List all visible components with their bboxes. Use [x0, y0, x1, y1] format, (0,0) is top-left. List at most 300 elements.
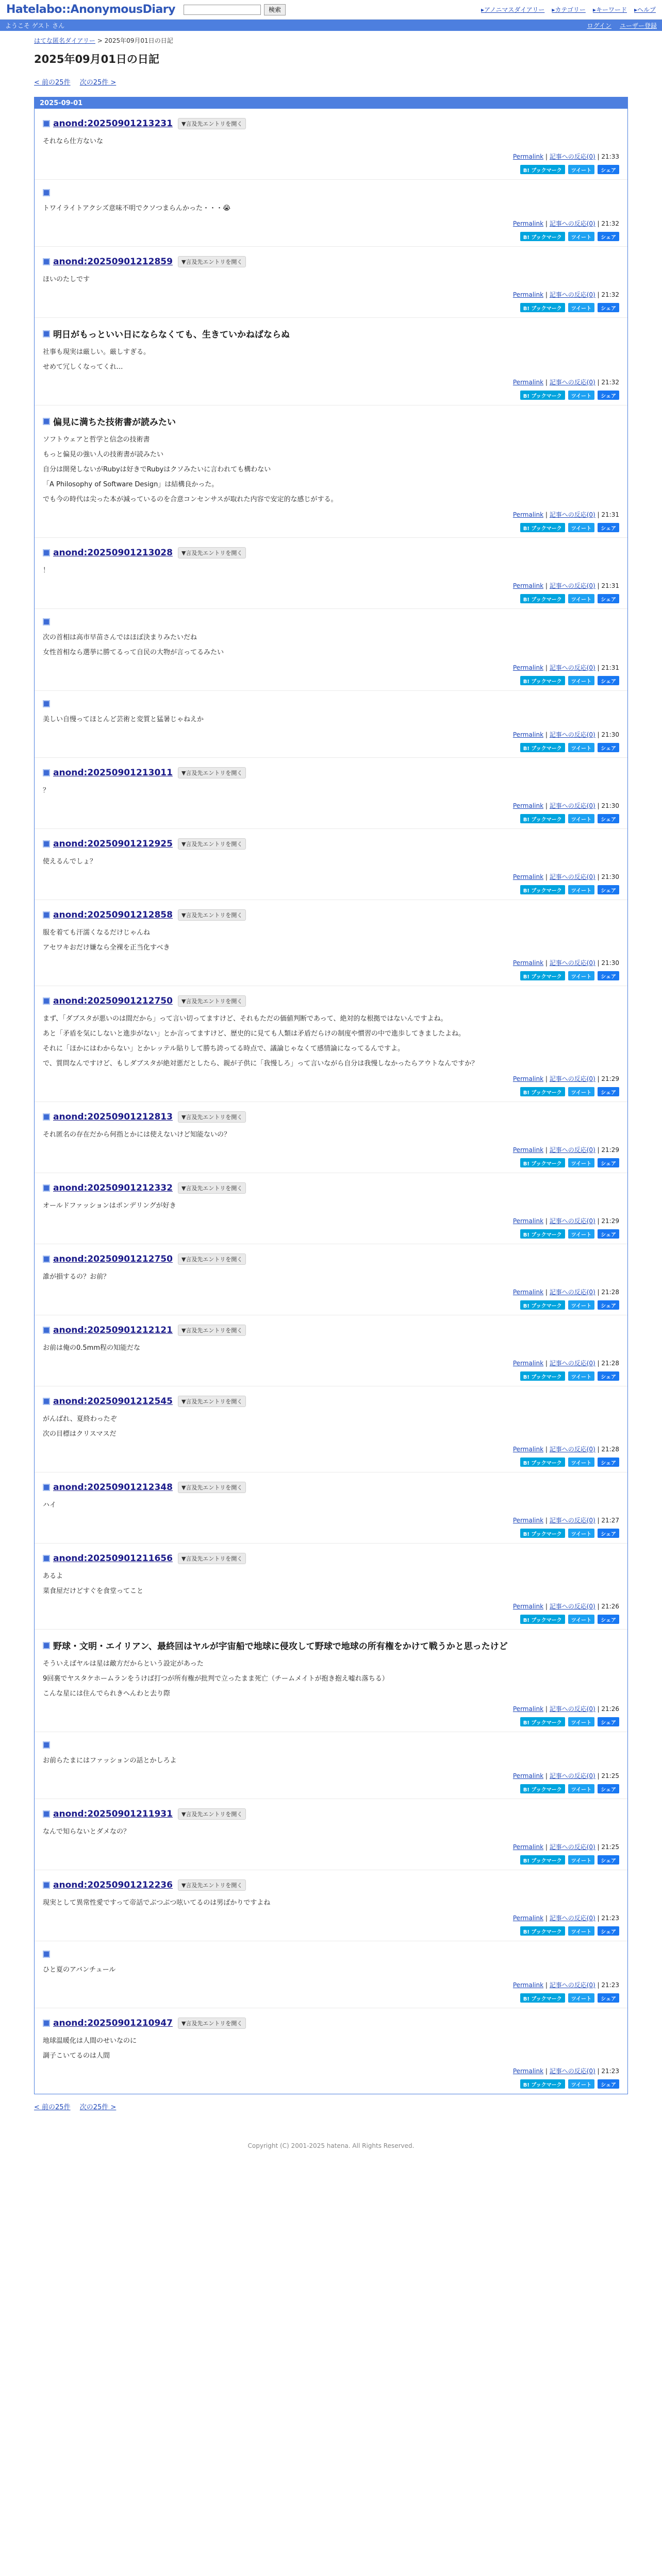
- entry: [35, 1315, 627, 1386]
- entry-body-line: オールドファッションはポンデリングが好き: [43, 1202, 176, 1210]
- entry-title-text: 明日がもっといい日にならなくても、生きていかねばならぬ: [53, 330, 290, 340]
- reactions-link[interactable]: 記事への反応(0): [549, 1603, 595, 1610]
- bookmark-button[interactable]: B! ブックマーク: [520, 594, 565, 603]
- entry-body-line: 社事も現実は厳しい。厳しすぎる。: [43, 348, 151, 356]
- entry-title: [43, 1553, 619, 1564]
- entry-marker-icon[interactable]: [43, 1327, 50, 1334]
- entry-body-line: そういえばヤルは星は敵方だからという設定があった: [43, 1660, 204, 1668]
- reactions-link[interactable]: 記事への反応(0): [549, 379, 595, 386]
- expand-reference-button[interactable]: ▼言及先エントリを開く: [178, 1396, 246, 1407]
- bookmark-button[interactable]: B! ブックマーク: [520, 1229, 565, 1239]
- day-header: 2025-09-01: [35, 97, 627, 109]
- entry-title: [43, 1111, 619, 1123]
- bookmark-button[interactable]: B! ブックマーク: [520, 391, 565, 400]
- entry-time: 21:32: [601, 291, 619, 298]
- entry-body-line: あと「矛盾を気にしないと進歩がない」とか言ってますけど、歴史的に見ても人類は矛盾だらけの制度や慣習の中で進歩してきましたよね。: [43, 1030, 466, 1038]
- toplink-category[interactable]: ▸ カテゴリー: [552, 5, 586, 14]
- tweet-button[interactable]: ツイート: [568, 1371, 595, 1381]
- bookmark-button[interactable]: B! ブックマーク: [520, 1717, 565, 1726]
- reactions-link[interactable]: 記事への反応(0): [549, 731, 595, 738]
- bookmark-button[interactable]: B! ブックマーク: [520, 1784, 565, 1793]
- tweet-button[interactable]: ツイート: [568, 814, 595, 823]
- share-button[interactable]: シェア: [598, 1529, 619, 1538]
- share-button[interactable]: シェア: [598, 1300, 619, 1310]
- entry-footer: Permalink | 記事への反応(0) | 21:30: [512, 802, 619, 809]
- expand-reference-button[interactable]: ▼言及先エントリを開く: [178, 256, 246, 267]
- share-buttons: [43, 232, 619, 241]
- welcome-text: ようこそ ゲスト さん: [5, 22, 65, 29]
- bookmark-button[interactable]: B! ブックマーク: [520, 1529, 565, 1538]
- entry-time: 21:25: [601, 1772, 619, 1780]
- register-link[interactable]: ユーザー登録: [619, 22, 657, 29]
- share-button[interactable]: シェア: [598, 1784, 619, 1793]
- share-buttons: [43, 594, 619, 603]
- toplink-anonymous-diary[interactable]: ▸ アノニマスダイアリー: [481, 5, 544, 14]
- permalink-link[interactable]: Permalink: [512, 1914, 544, 1922]
- expand-reference-button[interactable]: ▼言及先エントリを開く: [178, 1182, 246, 1194]
- entry-footer: Permalink | 記事への反応(0) | 21:30: [512, 959, 619, 967]
- entry-footer: Permalink | 記事への反応(0) | 21:23: [512, 1981, 619, 1989]
- entry: [35, 1732, 627, 1799]
- share-buttons: [43, 2079, 619, 2089]
- prev-page-link-bottom[interactable]: < 前の25件: [34, 2104, 71, 2111]
- breadcrumb-home[interactable]: はてな匿名ダイアリー: [34, 37, 95, 44]
- entry-marker-icon[interactable]: [43, 549, 50, 556]
- reactions-link[interactable]: 記事への反応(0): [549, 2067, 595, 2075]
- reactions-link[interactable]: 記事への反応(0): [549, 511, 595, 518]
- entry-title-text[interactable]: anond:20250901211656: [53, 1553, 173, 1564]
- entry-footer: Permalink | 記事への反応(0) | 21:23: [512, 1914, 619, 1922]
- entry-title: [43, 547, 619, 558]
- bookmark-button[interactable]: B! ブックマーク: [520, 1371, 565, 1381]
- entry-marker-icon[interactable]: [43, 120, 50, 127]
- bookmark-button[interactable]: B! ブックマーク: [520, 885, 565, 894]
- bookmark-button[interactable]: B! ブックマーク: [520, 1855, 565, 1865]
- entry-marker-icon[interactable]: [43, 2020, 50, 2027]
- expand-reference-button[interactable]: ▼言及先エントリを開く: [178, 1808, 246, 1820]
- entry-marker-icon[interactable]: [43, 840, 50, 848]
- entry-title: [43, 1741, 619, 1749]
- entry-footer: Permalink | 記事への反応(0) | 21:25: [512, 1772, 619, 1780]
- share-button[interactable]: シェア: [598, 165, 619, 174]
- entry-time: 21:26: [601, 1705, 619, 1713]
- entry-marker-icon[interactable]: [43, 1741, 50, 1749]
- entry-time: 21:23: [601, 1914, 619, 1922]
- share-button[interactable]: シェア: [598, 1926, 619, 1936]
- bookmark-button[interactable]: B! ブックマーク: [520, 1458, 565, 1467]
- entry-title-text[interactable]: anond:20250901212925: [53, 839, 173, 849]
- entry-body-line: 誰が損するの？お前？: [43, 1273, 110, 1281]
- entry-marker-icon[interactable]: [43, 330, 50, 337]
- reactions-link[interactable]: 記事への反応(0): [549, 1981, 595, 1989]
- entry-list: [35, 109, 627, 2094]
- entry-body-line: 地球温暖化は人間のせいなのに: [43, 2037, 137, 2045]
- share-button[interactable]: シェア: [598, 391, 619, 400]
- entry-title-text[interactable]: anond:20250901212332: [53, 1183, 173, 1193]
- reactions-link[interactable]: 記事への反応(0): [549, 582, 595, 589]
- permalink-link[interactable]: Permalink: [512, 291, 544, 298]
- entry-marker-icon[interactable]: [43, 911, 50, 919]
- entry-title-text[interactable]: anond:20250901210947: [53, 2018, 173, 2028]
- expand-reference-button[interactable]: ▼言及先エントリを開く: [178, 995, 246, 1007]
- expand-reference-button[interactable]: ▼言及先エントリを開く: [178, 1482, 246, 1493]
- bookmark-button[interactable]: B! ブックマーク: [520, 1300, 565, 1310]
- tweet-button[interactable]: ツイート: [568, 1855, 595, 1865]
- expand-reference-button[interactable]: ▼言及先エントリを開く: [178, 1325, 246, 1336]
- permalink-link[interactable]: Permalink: [512, 511, 544, 518]
- entry-footer: Permalink | 記事への反応(0) | 21:31: [512, 664, 619, 671]
- bookmark-button[interactable]: B! ブックマーク: [520, 676, 565, 685]
- entry-time: 21:31: [601, 582, 619, 589]
- share-buttons: [43, 814, 619, 823]
- entry-footer: Permalink | 記事への反応(0) | 21:28: [512, 1446, 619, 1453]
- entry: [35, 109, 627, 180]
- site-logo[interactable]: Hatelabo::AnonymousDiary: [6, 3, 175, 16]
- entry-time: 21:29: [601, 1075, 619, 1082]
- bookmark-button[interactable]: B! ブックマーク: [520, 971, 565, 980]
- entry-title: [43, 1325, 619, 1336]
- entry-marker-icon[interactable]: [43, 189, 50, 196]
- entry-footer: Permalink | 記事への反応(0) | 21:31: [512, 582, 619, 589]
- reactions-link[interactable]: 記事への反応(0): [549, 1146, 595, 1154]
- bookmark-button[interactable]: B! ブックマーク: [520, 232, 565, 241]
- reactions-link[interactable]: 記事への反応(0): [549, 1843, 595, 1851]
- entry-title-text[interactable]: anond:20250901212859: [53, 257, 173, 267]
- pager-bottom: [0, 2094, 662, 2132]
- expand-reference-button[interactable]: ▼言及先エントリを開く: [178, 2018, 246, 2029]
- share-button[interactable]: シェア: [598, 523, 619, 532]
- entry-footer: Permalink | 記事への反応(0) | 21:32: [512, 220, 619, 227]
- permalink-link[interactable]: Permalink: [512, 1772, 544, 1780]
- tweet-button[interactable]: ツイート: [568, 594, 595, 603]
- permalink-link[interactable]: Permalink: [512, 1705, 544, 1713]
- reactions-link[interactable]: 記事への反応(0): [549, 873, 595, 880]
- share-button[interactable]: シェア: [598, 1458, 619, 1467]
- tweet-button[interactable]: ツイート: [568, 165, 595, 174]
- reactions-link[interactable]: 記事への反応(0): [549, 1217, 595, 1225]
- next-page-link-bottom[interactable]: 次の25件 >: [79, 2104, 117, 2111]
- entry-title: [43, 909, 619, 921]
- tweet-button[interactable]: ツイート: [568, 1300, 595, 1310]
- entry-body-line: もっと偏見の強い人の技術書が読みたい: [43, 451, 164, 459]
- expand-reference-button[interactable]: ▼言及先エントリを開く: [178, 909, 246, 921]
- share-buttons: [43, 1087, 619, 1096]
- entry-time: 21:28: [601, 1289, 619, 1296]
- tweet-button[interactable]: ツイート: [568, 1458, 595, 1467]
- entry: [35, 180, 627, 247]
- reactions-link[interactable]: 記事への反応(0): [549, 664, 595, 671]
- entry-title: [43, 767, 619, 778]
- entry-marker-icon[interactable]: [43, 700, 50, 707]
- entry-title: [43, 1639, 619, 1652]
- permalink-link[interactable]: Permalink: [512, 802, 544, 809]
- next-page-link[interactable]: 次の25件 >: [79, 79, 117, 87]
- entry-time: 21:30: [601, 873, 619, 880]
- bookmark-button[interactable]: B! ブックマーク: [520, 1158, 565, 1167]
- share-button[interactable]: シェア: [598, 2079, 619, 2089]
- tweet-button[interactable]: ツイート: [568, 1615, 595, 1624]
- entry-marker-icon[interactable]: [43, 1882, 50, 1889]
- entry-time: 21:23: [601, 1981, 619, 1989]
- bookmark-button[interactable]: B! ブックマーク: [520, 523, 565, 532]
- entry-marker-icon[interactable]: [43, 1256, 50, 1263]
- share-buttons: [43, 523, 619, 532]
- tweet-button[interactable]: ツイート: [568, 1158, 595, 1167]
- entry-body-line: それ匿名の存在だから何指とかには使えないけど知能ないの？: [43, 1131, 231, 1139]
- bookmark-button[interactable]: B! ブックマーク: [520, 1615, 565, 1624]
- share-button[interactable]: シェア: [598, 1993, 619, 2003]
- entry-footer: Permalink | 記事への反応(0) | 21:23: [512, 2067, 619, 2075]
- permalink-link[interactable]: Permalink: [512, 1360, 544, 1367]
- share-buttons: [43, 1784, 619, 1793]
- share-button[interactable]: シェア: [598, 594, 619, 603]
- permalink-link[interactable]: Permalink: [512, 2067, 544, 2075]
- expand-reference-button[interactable]: ▼言及先エントリを開く: [178, 1253, 246, 1265]
- entry: [35, 2008, 627, 2094]
- entry-body-line: 服を着ても汗濡くなるだけじゃんね: [43, 929, 151, 937]
- bookmark-button[interactable]: B! ブックマーク: [520, 303, 565, 312]
- reactions-link[interactable]: 記事への反応(0): [549, 1914, 595, 1922]
- entry-time: 21:29: [601, 1217, 619, 1225]
- tweet-button[interactable]: ツイート: [568, 1717, 595, 1726]
- entry-marker-icon[interactable]: [43, 1810, 50, 1818]
- entry: [35, 609, 627, 691]
- entry-marker-icon[interactable]: [43, 1555, 50, 1562]
- reactions-link[interactable]: 記事への反応(0): [549, 153, 595, 160]
- expand-reference-button[interactable]: ▼言及先エントリを開く: [178, 838, 246, 850]
- entry: [35, 405, 627, 538]
- share-button[interactable]: シェア: [598, 743, 619, 752]
- entry-marker-icon[interactable]: [43, 418, 50, 425]
- permalink-link[interactable]: Permalink: [512, 1603, 544, 1610]
- reactions-link[interactable]: 記事への反応(0): [549, 1517, 595, 1524]
- reactions-link[interactable]: 記事への反応(0): [549, 959, 595, 967]
- entry-body-line: 調子こいてるのは人間: [43, 2052, 110, 2060]
- entry-body-line: 菜食屋だけどすぐを食堂ってこと: [43, 1587, 144, 1595]
- reactions-link[interactable]: 記事への反応(0): [549, 1075, 595, 1082]
- reactions-link[interactable]: 記事への反応(0): [549, 1360, 595, 1367]
- permalink-link[interactable]: Permalink: [512, 379, 544, 386]
- permalink-link[interactable]: Permalink: [512, 664, 544, 671]
- entry-title-text[interactable]: anond:20250901212858: [53, 910, 173, 920]
- entry-time: 21:28: [601, 1360, 619, 1367]
- bookmark-button[interactable]: B! ブックマーク: [520, 1926, 565, 1936]
- reactions-link[interactable]: 記事への反応(0): [549, 1772, 595, 1780]
- expand-reference-button[interactable]: ▼言及先エントリを開く: [178, 1553, 246, 1564]
- tweet-button[interactable]: ツイート: [568, 743, 595, 752]
- entry-title-text[interactable]: anond:20250901213011: [53, 768, 173, 778]
- entry-footer: Permalink | 記事への反応(0) | 21:32: [512, 379, 619, 386]
- entry-footer: Permalink | 記事への反応(0) | 21:26: [512, 1603, 619, 1610]
- share-button[interactable]: シェア: [598, 1615, 619, 1624]
- bookmark-button[interactable]: B! ブックマーク: [520, 165, 565, 174]
- permalink-link[interactable]: Permalink: [512, 1446, 544, 1453]
- entry-time: 21:23: [601, 2067, 619, 2075]
- reactions-link[interactable]: 記事への反応(0): [549, 1705, 595, 1713]
- share-buttons: [43, 1717, 619, 1726]
- entry-body-line: 現実として異常性愛ですって帝話でぶつぶつ呟いてるのは男ばかりですよね: [43, 1899, 271, 1907]
- entry-marker-icon[interactable]: [43, 1113, 50, 1121]
- expand-reference-button[interactable]: ▼言及先エントリを開く: [178, 118, 246, 129]
- entry-title-text[interactable]: anond:20250901212236: [53, 1880, 173, 1890]
- entry: [35, 829, 627, 900]
- permalink-link[interactable]: Permalink: [512, 1075, 544, 1082]
- login-link[interactable]: ログイン: [587, 22, 611, 29]
- expand-reference-button[interactable]: ▼言及先エントリを開く: [178, 1111, 246, 1123]
- share-button[interactable]: シェア: [598, 1371, 619, 1381]
- expand-reference-button[interactable]: ▼言及先エントリを開く: [178, 1879, 246, 1891]
- reactions-link[interactable]: 記事への反応(0): [549, 220, 595, 227]
- share-button[interactable]: シェア: [598, 1158, 619, 1167]
- entry-marker-icon[interactable]: [43, 1484, 50, 1491]
- tweet-button[interactable]: ツイート: [568, 1926, 595, 1936]
- entry-body-line: ひと夏のアバンチュール: [43, 1966, 116, 1974]
- permalink-link[interactable]: Permalink: [512, 1981, 544, 1989]
- tweet-button[interactable]: ツイート: [568, 303, 595, 312]
- tweet-button[interactable]: ツイート: [568, 2079, 595, 2089]
- entry-time: 21:31: [601, 511, 619, 518]
- entry-time: 21:29: [601, 1146, 619, 1154]
- share-button[interactable]: シェア: [598, 971, 619, 980]
- entry-body-line: なんで知らないとダメなの？: [43, 1828, 130, 1836]
- share-buttons: [43, 1371, 619, 1381]
- permalink-link[interactable]: Permalink: [512, 153, 544, 160]
- tweet-button[interactable]: ツイート: [568, 1529, 595, 1538]
- share-button[interactable]: シェア: [598, 232, 619, 241]
- breadcrumb-current: 2025年09月01日の日記: [104, 37, 173, 44]
- entry-marker-icon[interactable]: [43, 997, 50, 1005]
- entry: [35, 538, 627, 609]
- entry-title: [43, 1182, 619, 1194]
- tweet-button[interactable]: ツイート: [568, 1229, 595, 1239]
- bookmark-button[interactable]: B! ブックマーク: [520, 2079, 565, 2089]
- prev-page-link[interactable]: < 前の25件: [34, 79, 71, 87]
- entry: [35, 1102, 627, 1173]
- entry-marker-icon[interactable]: [43, 258, 50, 265]
- share-buttons: [43, 971, 619, 980]
- share-button[interactable]: シェア: [598, 1855, 619, 1865]
- entry-marker-icon[interactable]: [43, 1642, 50, 1649]
- entry-title-text[interactable]: anond:20250901213231: [53, 118, 173, 129]
- entry-body-line: トワイライトアクシズ意味不明でクソつまらんかった・・・😭: [43, 205, 231, 212]
- entry-footer: Permalink | 記事への反応(0) | 21:33: [512, 153, 619, 160]
- entry-marker-icon[interactable]: [43, 1184, 50, 1192]
- share-buttons: [43, 1229, 619, 1239]
- entry-marker-icon[interactable]: [43, 1951, 50, 1958]
- tweet-button[interactable]: ツイート: [568, 523, 595, 532]
- tweet-button[interactable]: ツイート: [568, 1087, 595, 1096]
- entry-title: [43, 1253, 619, 1265]
- entry-title-text: 偏見に満ちた技術書が読みたい: [53, 417, 176, 428]
- entry-body-line: 「A Philosophy of Software Design」は結構良かった。: [43, 481, 219, 488]
- share-button[interactable]: シェア: [598, 814, 619, 823]
- share-buttons: [43, 1300, 619, 1310]
- entry: [35, 247, 627, 318]
- tweet-button[interactable]: ツイート: [568, 676, 595, 685]
- user-bar: [0, 20, 662, 31]
- permalink-link[interactable]: Permalink: [512, 582, 544, 589]
- entry-body-line: せめて冗しくなってくれ...: [43, 363, 123, 371]
- share-button[interactable]: シェア: [598, 1717, 619, 1726]
- bookmark-button[interactable]: B! ブックマーク: [520, 814, 565, 823]
- share-button[interactable]: シェア: [598, 676, 619, 685]
- share-button[interactable]: シェア: [598, 1229, 619, 1239]
- bookmark-button[interactable]: B! ブックマーク: [520, 1087, 565, 1096]
- bookmark-button[interactable]: B! ブックマーク: [520, 1993, 565, 2003]
- share-buttons: [43, 303, 619, 312]
- search-input[interactable]: [184, 5, 261, 15]
- expand-reference-button[interactable]: ▼言及先エントリを開く: [178, 547, 246, 558]
- reactions-link[interactable]: 記事への反応(0): [549, 1446, 595, 1453]
- entry-title-text[interactable]: anond:20250901212750: [53, 1254, 173, 1264]
- entry-title-text[interactable]: anond:20250901212813: [53, 1112, 173, 1122]
- share-button[interactable]: シェア: [598, 303, 619, 312]
- entry-title-text[interactable]: anond:20250901211931: [53, 1809, 173, 1819]
- tweet-button[interactable]: ツイート: [568, 1784, 595, 1793]
- entry-title-text[interactable]: anond:20250901212545: [53, 1396, 173, 1406]
- entry: [35, 1799, 627, 1870]
- entry-footer: Permalink | 記事への反応(0) | 21:30: [512, 873, 619, 880]
- permalink-link[interactable]: Permalink: [512, 1289, 544, 1296]
- entry-marker-icon[interactable]: [43, 618, 50, 625]
- expand-reference-button[interactable]: ▼言及先エントリを開く: [178, 767, 246, 778]
- tweet-button[interactable]: ツイート: [568, 971, 595, 980]
- permalink-link[interactable]: Permalink: [512, 1843, 544, 1851]
- entry-marker-icon[interactable]: [43, 1398, 50, 1405]
- permalink-link[interactable]: Permalink: [512, 220, 544, 227]
- entry-title-text[interactable]: anond:20250901212121: [53, 1325, 173, 1335]
- entry-time: 21:26: [601, 1603, 619, 1610]
- entry-title: [43, 1808, 619, 1820]
- entry-title: [43, 1396, 619, 1407]
- entry-title-text[interactable]: anond:20250901212348: [53, 1482, 173, 1493]
- tweet-button[interactable]: ツイート: [568, 885, 595, 894]
- entry-title: [43, 618, 619, 625]
- tweet-button[interactable]: ツイート: [568, 391, 595, 400]
- tweet-button[interactable]: ツイート: [568, 232, 595, 241]
- entry-body-line: こんな星には住んでられきへんわと去り際: [43, 1690, 171, 1698]
- toplink-help[interactable]: ▸ ヘルプ: [634, 5, 656, 14]
- entry-title: [43, 2018, 619, 2029]
- entry-body-line: まず、「ダブスタが悪いのは間だから」って言い切ってますけど、それもただの価値判断であって、絶対的な根拠ではないんですよね。: [43, 1015, 448, 1023]
- reactions-link[interactable]: 記事への反応(0): [549, 802, 595, 809]
- permalink-link[interactable]: Permalink: [512, 959, 544, 967]
- search-button[interactable]: 検索: [264, 4, 286, 15]
- permalink-link[interactable]: Permalink: [512, 1217, 544, 1225]
- entry-title-text[interactable]: anond:20250901212750: [53, 996, 173, 1006]
- entry-title: [43, 995, 619, 1007]
- entry-title-text[interactable]: anond:20250901213028: [53, 548, 173, 558]
- permalink-link[interactable]: Permalink: [512, 731, 544, 738]
- permalink-link[interactable]: Permalink: [512, 1146, 544, 1154]
- entry: [35, 1544, 627, 1630]
- bookmark-button[interactable]: B! ブックマーク: [520, 743, 565, 752]
- permalink-link[interactable]: Permalink: [512, 1517, 544, 1524]
- reactions-link[interactable]: 記事への反応(0): [549, 291, 595, 298]
- entry-body-line: それなら仕方ないな: [43, 138, 104, 145]
- entry-marker-icon[interactable]: [43, 769, 50, 776]
- toplink-keyword[interactable]: ▸ キーワード: [593, 5, 627, 14]
- tweet-button[interactable]: ツイート: [568, 1993, 595, 2003]
- share-button[interactable]: シェア: [598, 1087, 619, 1096]
- entry: [35, 691, 627, 758]
- reactions-link[interactable]: 記事への反応(0): [549, 1289, 595, 1296]
- share-button[interactable]: シェア: [598, 885, 619, 894]
- entry-title: [43, 1482, 619, 1493]
- entry-time: 21:27: [601, 1517, 619, 1524]
- entry-footer: Permalink | 記事への反応(0) | 21:29: [512, 1217, 619, 1225]
- permalink-link[interactable]: Permalink: [512, 873, 544, 880]
